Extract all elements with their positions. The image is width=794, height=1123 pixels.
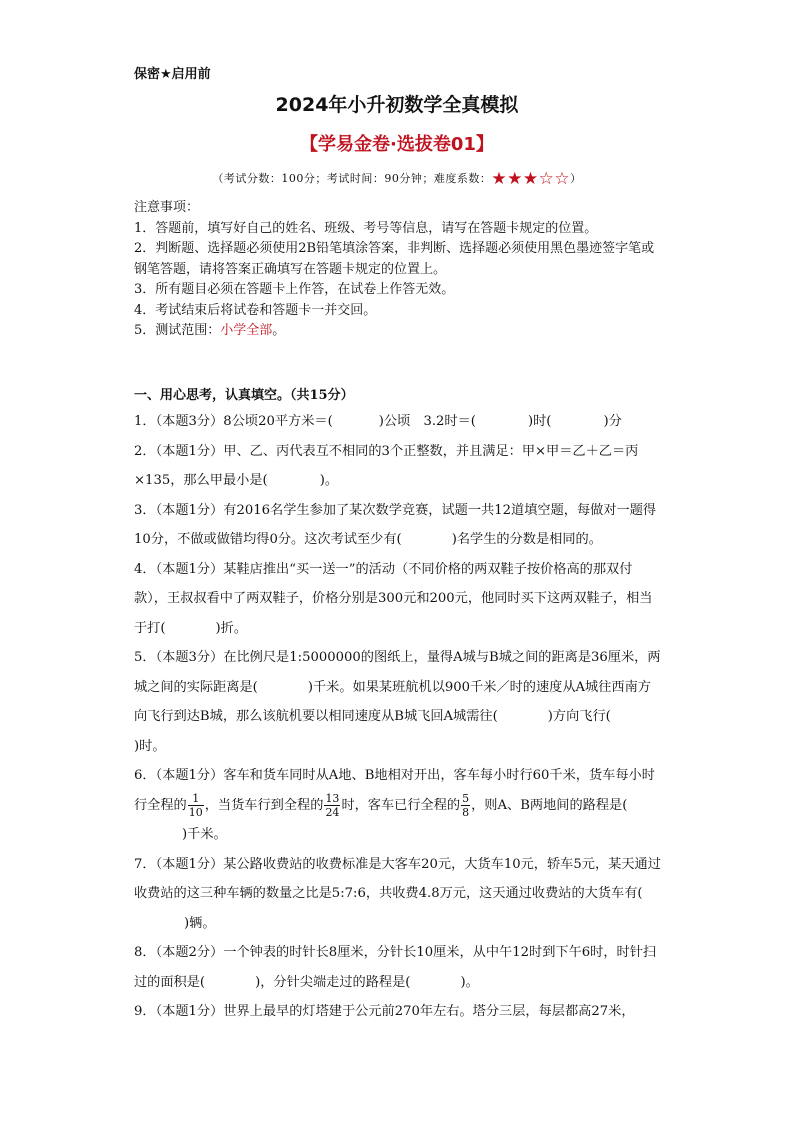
paper-subtitle: 【学易金卷·选拔卷01】 [300, 134, 494, 155]
star-filled-icon: ★ [491, 169, 508, 189]
notice-item-scope [134, 321, 664, 342]
scope-end: 。 [272, 323, 286, 338]
star-filled-icon: ★ [522, 169, 539, 189]
question-2: 2．（本题1分）甲、乙、丙代表互不相同的3个正整数，并且满足：甲×甲＝乙＋乙＝丙×135，那么甲最小是( )。 [134, 443, 639, 488]
exam-meta [0, 170, 794, 188]
fraction: $\frac{5}{8}$ [462, 791, 470, 819]
fraction: $\frac{1}{10}$ [188, 791, 203, 819]
fraction: $\frac{13}{24}$ [325, 791, 340, 819]
notice-item: 1．答题前，填写好自己的姓名、班级、考号等信息，请写在答题卡规定的位置。 [134, 220, 598, 236]
question-list [134, 407, 664, 1027]
notice-item: 2．判断题、选择题必须使用2B铅笔填涂答案，非判断、选择题必须使用黑色墨迹签字笔或钢笔答题，请将答案正确填写在答题卡规定的位置上。 [134, 241, 655, 277]
question-8: 8．（本题2分）一个钟表的时针长8厘米，分针长10厘米，从中午12时到下午6时，时针扫过的面积是( )，分针尖端走过的路程是( )。 [134, 945, 657, 990]
question-9: 9．（本题1分）世界上最早的灯塔建于公元前270年左右。塔分三层，每层都高27米， [134, 1004, 635, 1019]
question-4: 4．（本题1分）某鞋店推出“买一送一”的活动（不同价格的两双鞋子按价格高的那双付款），王叔叔看中了两双鞋子，价格分别是300元和200元，他同时买下这两双鞋子，相当于打( )折。 [134, 561, 653, 636]
question-7: 7．（本题1分）某公路收费站的收费标准是大客车20元，大货车10元，轿车5元，某天通过收费站的这三种车辆的数量之比是5:7:6，共收费4.8万元，这天通过收费站的大货车有()辆。 [134, 856, 661, 931]
question-3: 3．（本题1分）有2016名学生参加了某次数学竞赛，试题一共12道填空题，每做对一题得10分，不做或做错均得0分。这次考试至少有( )名学生的分数是相同的。 [134, 502, 657, 547]
notice-heading: 注意事项： [134, 200, 200, 215]
scope-value: 小学全部 [220, 323, 273, 338]
star-empty-icon: ☆ [538, 169, 555, 189]
question-1: 1．（本题3分）8公顷20平方米＝( )公顷 3.2时＝( )时( )分 [134, 414, 622, 429]
confidential-label: 保密★启用前 [134, 67, 211, 82]
star-empty-icon: ☆ [554, 169, 571, 189]
question-6: 6．（本题1分）客车和货车同时从A地、B地相对开出，客车每小时行60千米，货车每小时行全程的 $\frac{1}{10}$ ，当货车行到全程的 $\frac{13}{24}$ 时，客车已行全程的 $\frac{5}{8}$ ，则A、B两地间的路程是()千米。 [134, 768, 655, 842]
section-heading: 一、用心思考，认真填空。（共15分） [134, 388, 354, 403]
star-filled-icon: ★ [507, 169, 523, 189]
exam-meta-text: （考试分数：100分；考试时间：90分钟；难度系数： [212, 172, 492, 185]
scope-label: 5．测试范围： [134, 323, 221, 338]
exam-meta-end: ） [570, 172, 582, 185]
notice-block [134, 198, 664, 342]
notice-item: 3．所有题目必须在答题卡上作答，在试卷上作答无效。 [134, 282, 455, 297]
notice-item: 4．考试结束后将试卷和答题卡一并交回。 [134, 302, 377, 318]
question-5: 5．（本题3分）在比例尺是1:5000000的图纸上，量得A城与B城之间的距离是36厘米，两城之间的实际距离是( )千米。如果某班航机以900千米／时的速度从A城往西南方向飞行到达B城，那么该航机要以相同速度从B城飞回A城需往( )方向飞行()时。 [134, 650, 661, 754]
difficulty-stars [491, 169, 571, 189]
page-title: 2024年小升初数学全真模拟 [275, 94, 519, 116]
